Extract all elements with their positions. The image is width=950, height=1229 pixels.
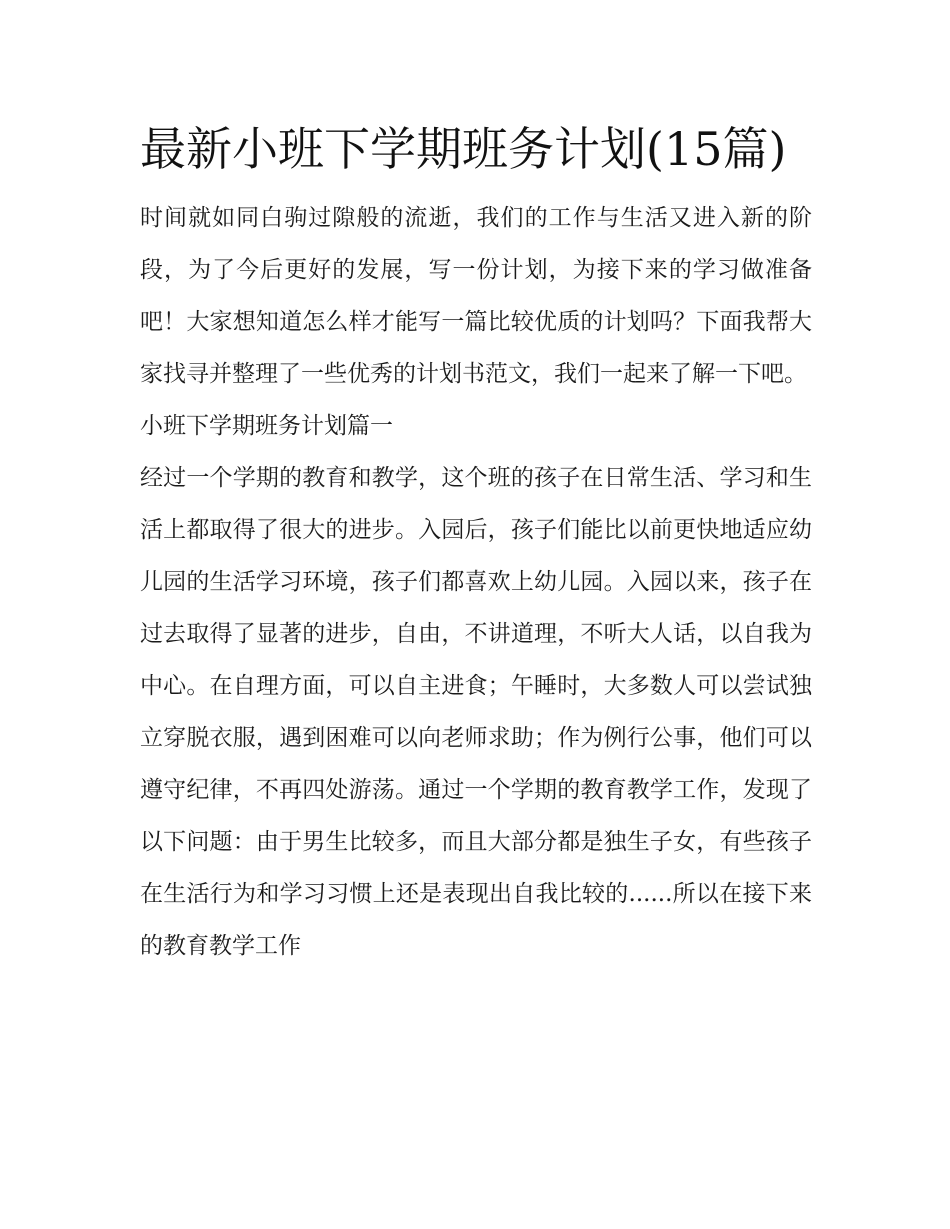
section-heading: 小班下学期班务计划篇一 (140, 413, 393, 439)
body-paragraph: 经过一个学期的教育和教学，这个班的孩子在日常生活、学习和生活上都取得了很大的进步。入园后，孩子们能比以前更快地适应幼儿园的生活学习环境，孩子们都喜欢上幼儿园。入园以来，孩子在过去取得了显著的进步，自由，不讲道理，不听大人话，以自我为中心。在自理方面，可以自主进食；午睡时，大多数人可以尝试独立穿脱衣服，遇到困难可以向老师求助；作为例行公事，他们可以遵守纪律，不再四处游荡。通过一个学期的教育教学工作，发现了以下问题：由于男生比较多，而且大部分都是独生子女，有些孩子在生活行为和学习习惯上还是表现出自我比较的......所以在接下来的教育教学工作 (140, 465, 812, 959)
document-title: 最新小班下学期班务计划(15篇) (140, 122, 787, 176)
document-content (140, 108, 812, 972)
intro-paragraph: 时间就如同白驹过隙般的流逝，我们的工作与生活又进入新的阶段，为了今后更好的发展，写一份计划，为接下来的学习做准备吧！大家想知道怎么样才能写一篇比较优质的计划吗？下面我帮大家找寻并整理了一些优秀的计划书范文，我们一起来了解一下吧。 (140, 205, 812, 387)
